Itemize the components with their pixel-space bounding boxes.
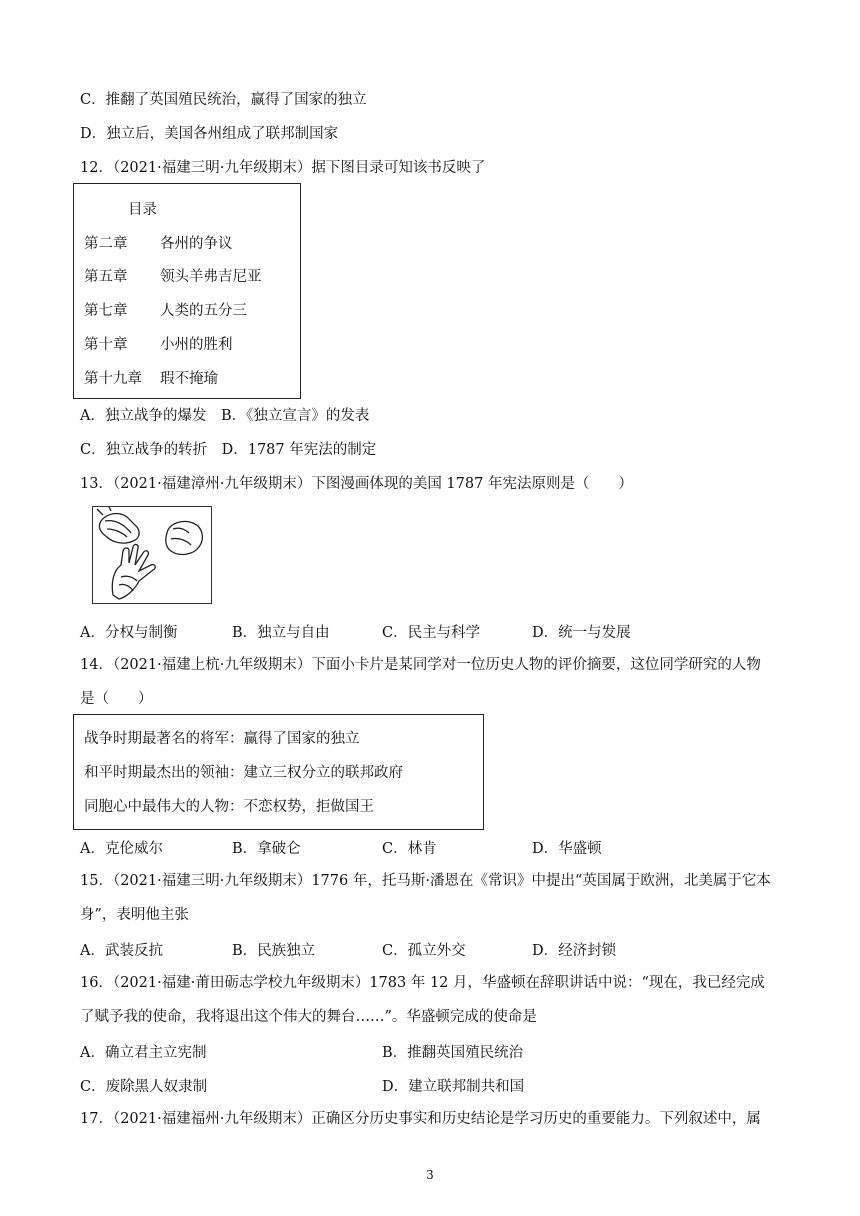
q16-options-row1: [0, 1041, 860, 1061]
question-16-stem: 16．（2021·福建·莆田砺志学校九年级期末）1783 年 12 月，华盛顿在辞职讲话中说：“现在，我已经完成: [80, 975, 765, 991]
option-b: B．推翻英国殖民统治: [382, 1045, 524, 1061]
card-line: 同胞心中最伟大的人物：不恋权势，拒做国王: [84, 799, 374, 815]
option-b: B．拿破仑: [232, 841, 301, 857]
option-a: A．分权与制衡: [80, 625, 178, 641]
option-d: D．经济封锁: [532, 943, 617, 959]
evaluation-card: [73, 714, 484, 830]
table-of-contents-box: [73, 183, 301, 399]
question-15-stem-cont: 身”，表明他主张: [80, 907, 189, 923]
q15-options: [0, 939, 860, 959]
option-d: D．建立联邦制共和国: [382, 1079, 525, 1095]
toc-chapter: 第十九章: [84, 371, 142, 387]
option-a: A．克伦威尔: [80, 841, 163, 857]
question-12-stem: 12．（2021·福建三明·九年级期末）据下图目录可知该书反映了: [80, 160, 486, 176]
toc-row: [84, 265, 262, 286]
q12-options-line1: A．独立战争的爆发 B．《独立宣言》的发表: [80, 408, 370, 424]
page-number: 3: [426, 1168, 434, 1182]
option-b: B．民族独立: [232, 943, 316, 959]
question-15-stem: 15．（2021·福建三明·九年级期末）1776 年，托马斯·潘恩在《常识》中提出“英国属于欧洲，北美属于它本: [80, 873, 771, 889]
toc-title: 目录: [128, 202, 157, 218]
toc-chapter-title: 小州的胜利: [160, 337, 233, 353]
option-a: A．确立君主立宪制: [80, 1045, 207, 1061]
card-line: 战争时期最著名的将军：赢得了国家的独立: [84, 731, 360, 747]
toc-chapter: 第十章: [84, 337, 128, 353]
q14-options: [0, 837, 860, 857]
toc-row: [84, 333, 233, 354]
option-c-q11: C．推翻了英国殖民统治，赢得了国家的独立: [80, 92, 367, 108]
question-17-stem: 17．（2021·福建福州·九年级期末）正确区分历史事实和历史结论是学习历史的重要能力。下列叙述中，属: [80, 1111, 761, 1127]
option-a: A．武装反抗: [80, 943, 163, 959]
toc-row: [84, 232, 233, 253]
cartoon-hands-image: [92, 506, 212, 604]
q13-options: [0, 621, 860, 641]
question-14-stem: 14．（2021·福建上杭·九年级期末）下面小卡片是某同学对一位历史人物的评价摘要，这位同学研究的人物: [80, 657, 761, 673]
option-c: C．林肯: [382, 841, 437, 857]
toc-chapter-title: 各州的争议: [160, 236, 233, 252]
option-c: C．废除黑人奴隶制: [80, 1079, 208, 1095]
option-d: D．统一与发展: [532, 625, 631, 641]
toc-chapter-title: 人类的五分三: [160, 303, 247, 319]
question-13-stem: 13．（2021·福建漳州·九年级期末）下图漫画体现的美国 1787 年宪法原则是（ ）: [80, 476, 633, 492]
toc-chapter: 第二章: [84, 236, 128, 252]
q12-options-line2: C．独立战争的转折 D．1787 年宪法的制定: [80, 442, 377, 458]
question-14-stem-cont: 是（ ）: [80, 691, 153, 707]
option-b: B．独立与自由: [232, 625, 330, 641]
card-line: 和平时期最杰出的领袖：建立三权分立的联邦政府: [84, 765, 403, 781]
q16-options-row2: [0, 1075, 860, 1095]
toc-chapter: 第七章: [84, 303, 128, 319]
option-d-q11: D．独立后，美国各州组成了联邦制国家: [80, 126, 339, 142]
toc-chapter: 第五章: [84, 269, 128, 285]
rock-paper-scissors-hands-icon: [93, 507, 211, 603]
option-d: D．华盛顿: [532, 841, 602, 857]
option-c: C．民主与科学: [382, 625, 481, 641]
toc-row: [84, 299, 247, 320]
toc-chapter-title: 瑕不掩瑜: [160, 371, 218, 387]
question-16-stem-cont: 了赋予我的使命，我将退出这个伟大的舞台……”。华盛顿完成的使命是: [80, 1009, 537, 1025]
toc-chapter-title: 领头羊弗吉尼亚: [160, 269, 262, 285]
option-c: C．孤立外交: [382, 943, 466, 959]
toc-row: [84, 367, 218, 388]
